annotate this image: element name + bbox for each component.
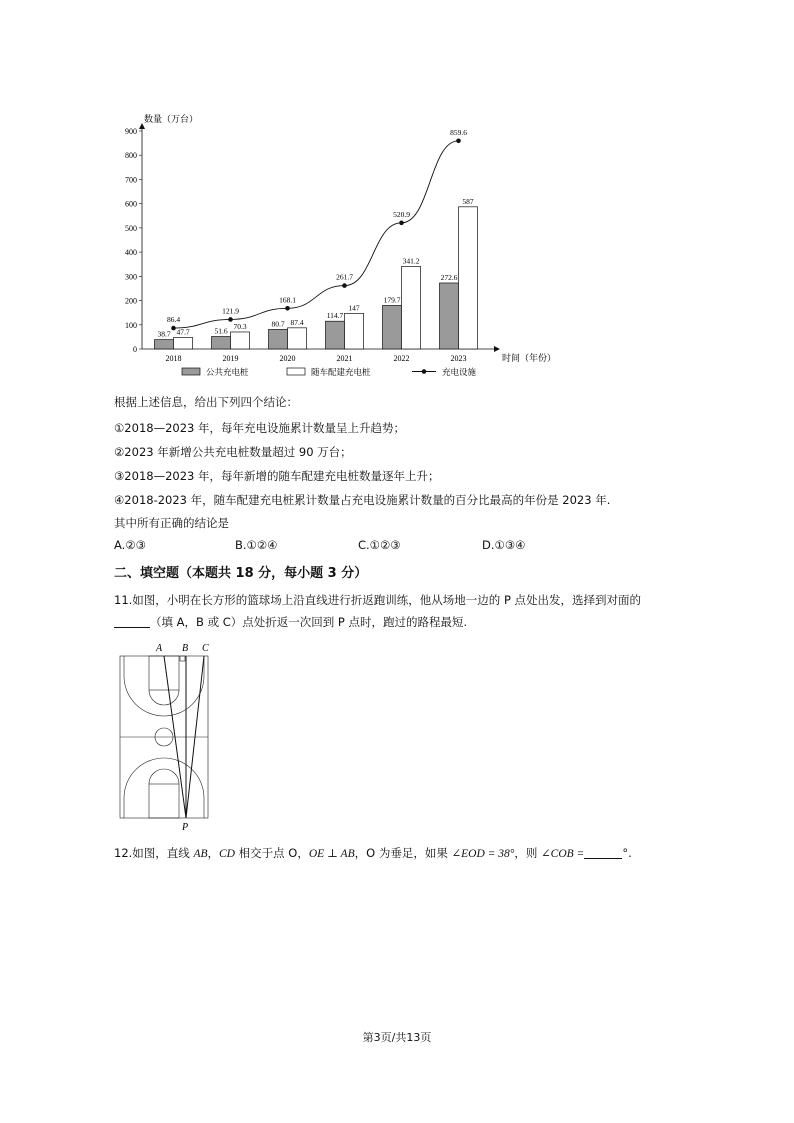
bar-data-label: 272.6 <box>440 272 458 282</box>
x-tick-label: 2021 <box>336 354 353 363</box>
charging-chart <box>112 105 562 385</box>
y-tick-label: 200 <box>125 296 137 306</box>
legend-marker <box>422 369 427 374</box>
line-data-label: 520.9 <box>393 209 410 219</box>
q12-angle-eod: ∠EOD = 38° <box>451 848 515 860</box>
legend-label: 随车配建充电桩 <box>311 367 371 377</box>
bar <box>383 305 402 349</box>
y-tick-label: 500 <box>125 223 137 233</box>
plot-area <box>125 123 500 363</box>
y-tick-label: 0 <box>133 345 137 354</box>
q12-part: ，O 为垂足，如果 <box>354 846 452 860</box>
conclusion-2: ②2023 年新增公共充电桩数量超过 90 万台； <box>114 445 352 459</box>
bar <box>345 313 364 349</box>
q12-angle-cob: ∠COB = <box>541 848 585 860</box>
bar-data-label: 47.7 <box>176 327 190 337</box>
option-c[interactable]: C.①②③ <box>358 538 401 552</box>
conclusion-1: ①2018—2023 年，每年充电设施累计数量呈上升趋势； <box>114 421 405 435</box>
q11-line-2-text: （填 A，B 或 C）点处折返一次回到 P 点时，跑过的路程最短. <box>150 615 468 629</box>
x-axis-arrow <box>494 346 500 352</box>
q12-part: ，则 <box>514 846 542 860</box>
question-prompt: 其中所有正确的结论是 <box>114 516 229 530</box>
y-tick-label: 700 <box>125 175 137 185</box>
bar <box>269 329 288 349</box>
legend <box>182 367 477 377</box>
q11-line-2 <box>114 614 467 630</box>
y-tick-label: 300 <box>125 272 137 282</box>
q11-answer-blank[interactable] <box>114 615 150 628</box>
bar <box>440 283 459 349</box>
line-data-label: 121.9 <box>222 306 239 316</box>
y-tick-label: 800 <box>125 151 137 161</box>
label-a: A <box>156 643 163 654</box>
legend-swatch <box>287 368 305 375</box>
bar-data-label: 114.7 <box>326 311 344 321</box>
line-point <box>171 326 176 331</box>
q12-perpendicular: OE ⊥ AB <box>308 848 355 860</box>
line-point <box>228 317 233 322</box>
q12-text <box>114 845 632 862</box>
line-point <box>399 221 404 226</box>
q11-line-1: 11.如图，小明在长方形的篮球场上沿直线进行折返跑训练，他从场地一边的 P 点处出发，选择到对面的 <box>114 593 642 607</box>
y-tick-label: 600 <box>125 199 137 209</box>
label-p: P <box>182 822 189 833</box>
y-tick-label: 400 <box>125 248 137 258</box>
legend-label: 公共充电桩 <box>206 367 249 377</box>
label-b: B <box>182 643 189 654</box>
bar <box>402 266 421 349</box>
line-data-label: 261.7 <box>336 272 353 282</box>
q12-line-cd: CD <box>219 848 235 860</box>
x-tick-label: 2022 <box>393 354 410 363</box>
line-data-label: 86.4 <box>166 315 181 325</box>
bar <box>155 340 174 349</box>
q12-answer-blank[interactable] <box>584 846 622 859</box>
bar <box>212 337 231 349</box>
line-data-label: 168.1 <box>279 295 296 305</box>
bar-data-label: 87.4 <box>290 317 304 327</box>
basketball-court-figure <box>112 636 222 836</box>
q12-part: 相交于点 O， <box>235 846 309 860</box>
q12-part: ， <box>207 846 220 860</box>
line-data-label: 859.6 <box>450 127 467 137</box>
bar-data-label: 341.2 <box>402 256 420 266</box>
bar-data-label: 179.7 <box>383 295 401 305</box>
option-a[interactable]: A.②③ <box>114 538 146 552</box>
y-tick-label: 100 <box>125 320 137 330</box>
bar-data-label: 70.3 <box>233 321 247 331</box>
bar-data-label: 147 <box>348 303 360 313</box>
bar <box>174 337 193 349</box>
bar-data-label: 38.7 <box>157 329 171 339</box>
page-footer: 第3页/共13页 <box>362 1031 432 1044</box>
conclusion-3: ③2018—2023 年，每年新增的随车配建充电桩数量逐年上升； <box>114 469 440 483</box>
x-tick-label: 2020 <box>279 354 296 363</box>
line-point <box>456 138 461 143</box>
y-tick-label: 900 <box>125 127 137 136</box>
q12-part: °. <box>622 846 632 860</box>
conclusion-4: ④2018-2023 年，随车配建充电桩累计数量占充电设施累计数量的百分比最高的年份是 2023 年. <box>114 493 611 507</box>
bar <box>326 321 345 349</box>
bar-data-label: 51.6 <box>214 326 228 336</box>
label-c: C <box>202 643 209 654</box>
q12-line-ab: AB <box>193 848 208 860</box>
bar <box>288 328 307 349</box>
x-tick-label: 2018 <box>165 354 182 363</box>
bar <box>459 207 478 349</box>
x-tick-label: 2023 <box>450 354 467 363</box>
x-axis-title: 时间（年份） <box>502 353 557 363</box>
section-title: 二、填空题（本题共 18 分，每小题 3 分） <box>114 566 368 581</box>
bar <box>231 332 250 349</box>
q12-part: 12.如图，直线 <box>114 846 194 860</box>
intro-text: 根据上述信息，给出下列四个结论： <box>114 395 298 409</box>
y-axis-title: 数量（万台） <box>144 114 199 124</box>
line-point <box>342 283 347 288</box>
bar-data-label: 587 <box>462 196 474 206</box>
line-point <box>285 306 290 311</box>
option-d[interactable]: D.①③④ <box>482 538 526 552</box>
legend-swatch <box>182 368 200 375</box>
legend-label: 充电设施 <box>442 367 477 377</box>
option-b[interactable]: B.①②④ <box>235 538 278 552</box>
x-tick-label: 2019 <box>222 354 239 363</box>
bar-data-label: 80.7 <box>271 319 285 329</box>
